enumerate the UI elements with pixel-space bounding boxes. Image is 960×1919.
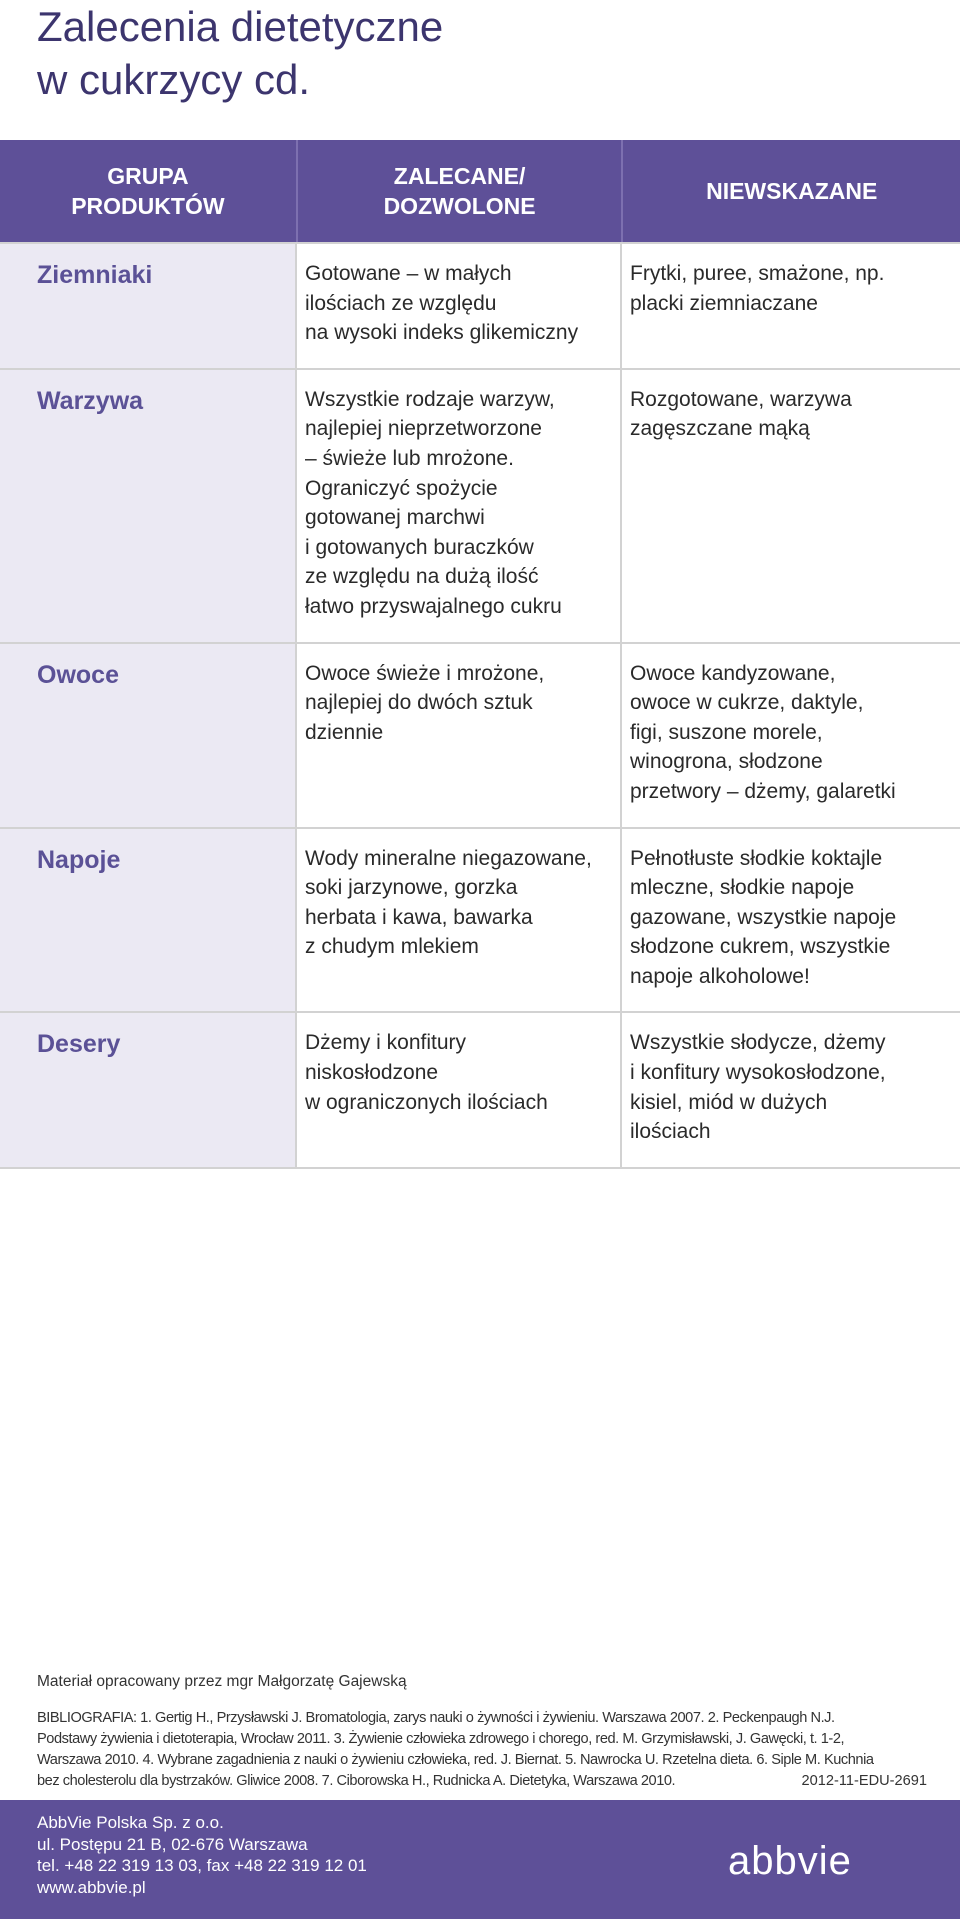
header-recommended: ZALECANE/ DOZWOLONE — [298, 140, 624, 242]
recommended-cell — [297, 1013, 622, 1166]
cell-line: niskosłodzone — [305, 1061, 439, 1085]
document-id: 2012-11-EDU-2691 — [801, 1773, 927, 1789]
abbvie-logo — [728, 1840, 904, 1882]
not-recommended-cell — [622, 1013, 960, 1166]
cell-line: figi, suszone morele, — [630, 720, 823, 744]
header-group: GRUPA PRODUKTÓW — [0, 140, 298, 242]
cell-line: owoce w cukrze, daktyle, — [630, 691, 864, 715]
cell-line: i gotowanych buraczków — [305, 535, 534, 559]
cell-line: najlepiej nieprzetworzone — [305, 417, 542, 441]
cell-line: zagęszczane mąką — [630, 417, 810, 441]
not-recommended-cell — [622, 644, 960, 827]
cell-line: gotowanej marchwi — [305, 506, 485, 530]
group-label: Ziemniaki — [37, 261, 153, 289]
company-website-link[interactable]: www.abbvie.pl — [37, 1877, 146, 1897]
group-label: Desery — [37, 1030, 121, 1059]
group-label: Warzywa — [37, 386, 144, 415]
cell-line: Rozgotowane, warzywa — [630, 387, 852, 411]
group-cell — [0, 244, 297, 368]
recommended-cell — [297, 370, 622, 642]
cell-line: mleczne, słodkie napoje — [630, 876, 855, 900]
company-street: ul. Postępu 21 B, 02-676 Warszawa — [37, 1834, 308, 1854]
not-recommended-cell — [622, 244, 960, 368]
cell-line: placki ziemniaczane — [630, 291, 818, 315]
cell-line: ze względu na dużą ilość — [305, 565, 539, 589]
group-label: Owoce — [37, 660, 119, 689]
company-phone: tel. +48 22 319 13 03, fax +48 22 319 12 01 — [37, 1856, 367, 1875]
bibliography-line: BIBLIOGRAFIA: 1. Gertig H., Przysławski J. Bromatologia, zarys nauki o żywności i żywieniu. Warszawa 2007. 2. Peckenpaugh N.J. — [37, 1710, 835, 1726]
table-row — [0, 1013, 960, 1168]
company-address — [37, 1812, 367, 1898]
cell-line: i konfitury wysokosłodzone, — [630, 1061, 886, 1085]
cell-line: Owoce kandyzowane, — [630, 661, 836, 685]
bibliography-line: Podstawy żywienia i dietoterapia, Wrocław 2011. 3. Żywienie człowieka zdrowego i chorego, red. M. Grzymisławski, J. Gawęcki, t. 1-2, — [37, 1731, 845, 1747]
cell-line: winogrona, słodzone — [630, 750, 823, 774]
cell-line: najlepiej do dwóch sztuk — [305, 691, 533, 715]
company-footer — [0, 1800, 960, 1919]
group-cell — [0, 644, 297, 827]
table-row — [0, 829, 960, 1014]
group-cell — [0, 370, 297, 642]
diet-table — [0, 140, 960, 1169]
cell-line: Pełnotłuste słodkie koktajle — [630, 846, 883, 870]
group-cell — [0, 829, 297, 1012]
cell-line: łatwo przyswajalnego cukru — [305, 594, 562, 618]
cell-line: Owoce świeże i mrożone, — [305, 661, 545, 685]
cell-line: Gotowane – w małych — [305, 262, 512, 285]
svg-text:abbvie: abbvie — [728, 1840, 852, 1882]
bibliography — [37, 1708, 927, 1792]
cell-line: soki jarzynowe, gorzka — [305, 876, 518, 900]
group-label: Napoje — [37, 845, 121, 874]
recommended-cell — [297, 829, 622, 1012]
cell-line: herbata i kawa, bawarka — [305, 905, 533, 929]
header-not-recommended: NIEWSKAZANE — [706, 178, 878, 204]
page-title — [37, 0, 837, 106]
cell-line: dziennie — [305, 720, 384, 744]
author-note: Materiał opracowany przez mgr Małgorzatę Gajewską — [37, 1673, 407, 1690]
cell-line: – świeże lub mrożone. — [305, 446, 514, 470]
cell-line: ilościach — [630, 1120, 711, 1144]
cell-line: Frytki, puree, smażone, np. — [630, 262, 885, 285]
title-line-1: Zalecenia dietetyczne — [37, 3, 444, 50]
cell-line: z chudym mlekiem — [305, 935, 479, 959]
cell-line: Wszystkie słodycze, dżemy — [630, 1031, 886, 1055]
not-recommended-cell — [622, 370, 960, 642]
table-row — [0, 644, 960, 829]
company-name: AbbVie Polska Sp. z o.o. — [37, 1813, 224, 1832]
table-row — [0, 244, 960, 370]
cell-line: Wody mineralne niegazowane, — [305, 846, 592, 870]
cell-line: napoje alkoholowe! — [630, 964, 810, 988]
footer-notes — [37, 1672, 927, 1792]
cell-line: gazowane, wszystkie napoje — [630, 905, 897, 929]
cell-line: Ograniczyć spożycie — [305, 476, 498, 500]
bibliography-line: bez cholesterolu dla bystrzaków. Gliwice 2008. 7. Ciborowska H., Rudnicka A. Dietetyka, Warszawa 2010. 2012-11-EDU-2691 — [37, 1771, 927, 1792]
bibliography-line: Warszawa 2010. 4. Wybrane zagadnienia z nauki o żywieniu człowieka, red. J. Biernat. 5. Nawrocka U. Rzetelna dieta. 6. Siple M. Kuchnia — [37, 1752, 874, 1768]
cell-line: przetwory – dżemy, galaretki — [630, 779, 896, 803]
recommended-cell — [297, 644, 622, 827]
cell-line: kisiel, miód w dużych — [630, 1090, 828, 1114]
table-body — [0, 244, 960, 1169]
cell-line: Dżemy i konfitury — [305, 1031, 467, 1055]
not-recommended-cell — [622, 829, 960, 1012]
table-header — [0, 140, 960, 244]
recommended-cell — [297, 244, 622, 368]
cell-line: Wszystkie rodzaje warzyw, — [305, 387, 555, 411]
cell-line: słodzone cukrem, wszystkie — [630, 935, 891, 959]
cell-line: w ograniczonych ilościach — [305, 1090, 548, 1114]
group-cell — [0, 1013, 297, 1166]
table-row — [0, 370, 960, 644]
cell-line: na wysoki indeks glikemiczny — [305, 321, 579, 345]
cell-line: ilościach ze względu — [305, 291, 497, 315]
title-line-2: w cukrzycy cd. — [37, 56, 311, 103]
